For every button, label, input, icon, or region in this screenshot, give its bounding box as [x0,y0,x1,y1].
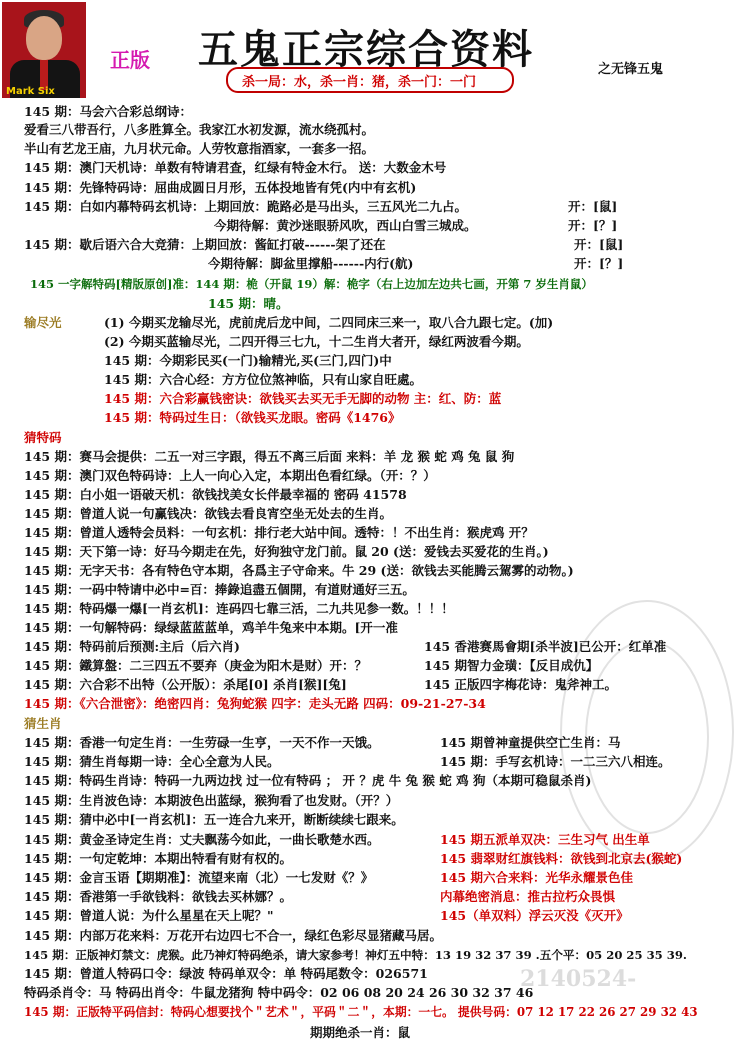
portrait-photo [2,2,86,98]
text-line: 145 期：白小姐一语破天机：欲钱找美女长伴最幸福的 密码 41578 [24,487,407,502]
text-line: 今期待解：脚盆里撑船------内行(航) [208,256,414,271]
page-subtitle: 之无锋五鬼 [598,62,664,77]
watermark-code: 2140524- [520,966,637,992]
text-line: 145 期：黄金圣诗定生肖：丈夫飘荡今如此，一曲长歌楚水西。 [24,832,380,847]
text-line: 145 期：六合彩赢钱密诀：欲钱买去买无手无脚的动物 主：红、防：蓝 [104,391,502,406]
text-line: 145 期曾神童提供空亡生肖：马 [440,735,621,750]
text-line: 145 期：歇后语六合大竞猜：上期回放：酱缸打破------架了还在 [24,237,386,252]
text-line: 爱看三八带吾行，八多胜算全。我家江水初发源，流水绕孤村。 [24,122,375,137]
text-line: 145 期：一句解特码：绿绿蓝蓝蓝单，鸡羊牛兔来中本期。[开一准 [24,620,398,635]
kill-banner [226,67,514,93]
text-line: 145 期：六合彩不出特（公开版）：杀尾[0] 杀肖[猴][兔] [24,677,347,692]
text-line: 145 正版四字梅花诗：鬼斧神工。 [424,677,617,692]
portrait-face [26,16,62,60]
text-line: 145 期：一句定乾坤：本期出特看有财有权的。 [24,851,292,866]
text-line: 145 期：天下第一诗：好马今期走在先，好狗独守龙门前。鼠 20 (送：爱钱去买爱花的生肖。) [24,544,549,559]
text-line: 145 期：《六合泄密》：绝密四肖：兔狗蛇猴 四字：走头无路 四码：09-21-27-34 [24,696,486,711]
text-line: 145 期：特码爆一爆[一肖玄机]：连码四七靠三活，二九共见参一数。！！！ [24,601,454,616]
footer-line: 期期绝杀一肖：鼠 [310,1025,411,1040]
text-line: 145 期：白如内幕特码玄机诗：上期回放：跪路必是马出头，三五风光二九占。 [24,199,467,214]
text-line: (2) 今期买蓝输尽光，二四开得三七九，十二生肖大者开，绿红两波看今期。 [104,334,529,349]
text-line: 145 期：内部万花来料：万花开右边四七不合一，绿红色彩尽显猪藏马居。 [24,928,442,943]
text-line: 145 期：一码中特请中必中=百：捧錄追盡五個開，有道财通好三五。 [24,582,415,597]
text-line: 145 期：曾道人特码口令：绿波 特码单双令：单 特码尾数令：026571 [24,966,428,981]
text-line: 145 期：曾道人说一句赢钱决：欲钱去看良宵空坐无处去的生肖。 [24,506,392,521]
text-line: 145 期：特码过生日：（欲钱买龙眼。密码《1476》 [104,410,401,425]
text-line: 145 期：鐵算盤：二三四五不要弃（庚金为阳木是财）开：？ [24,658,367,673]
text-line: 145 期：金言玉语【期期准】：流望来南（北）一七发财《？》 [24,870,374,885]
text-line: 145 期：马会六合彩总纲诗： [24,104,192,119]
text-line: 145 期五派单双决：三生习气 出生单 [440,832,650,847]
text-line: 145 香港赛馬會期[杀半波]已公开：红单准 [424,639,667,654]
text-line: 145 期：澳门双色特码诗：上人一向心入定，本期出色看红绿。（开：？） [24,468,436,483]
text-line: 145 期：香港一句定生肖：一生劳碌一生亨，一天不作一天饿。 [24,735,380,750]
section-heading: 猜生肖 [24,716,62,731]
text-line: 145（单双料）浮云灭没《灭开》 [440,908,629,923]
text-line: 内幕绝密消息：推古拉朽众畏惧 [440,889,616,904]
text-line: 半山有艺龙王庙，九月状元命。人劳牧意指酒家，一套多一招。 [24,141,375,156]
text-line: 145 翡翠财红旗钱料：欲钱到北京去(猴蛇) [440,851,683,866]
text-line: 145 期：正版特平码信封：特码心想要找个＂艺术＂，平码＂二＂，本期：一七。 提供号码：07 12 17 22 26 27 29 32 43 [24,1005,698,1019]
text-line: 145 期：生肖波色诗：本期波色出蓝绿，猴狗看了也发财。（开？） [24,793,399,808]
right-tag: 开：[？] [568,218,618,233]
text-line: 145 期：曾道人说：为什么星星在天上呢？" [24,908,274,923]
page-title: 五鬼正宗综合资料 [198,26,534,73]
text-line: 今期待解：黄沙迷眼骄风吹，西山白雪三城成。 [214,218,477,233]
text-line: 145 期：先锋特码诗：屈曲成圆日月形，五体投地皆有凭(内中有玄机) [24,180,417,195]
text-line: 145 期：六合心经：方方位位煞神临，只有山家自旺處。 [104,372,422,387]
text-line: 145 期：无字天书：各有特色守本期，各爲主子守命来。牛 29 (送：欲钱去买能腾云駕雾的动物。) [24,563,574,578]
text-line: 145 期六合来料：光华永耀景色佳 [440,870,633,885]
text-line: 145 期：特码生肖诗：特码一九两边找 过一位有特码 ； 开 ？虎 牛 兔 猴 蛇 鸡 狗（本期可稳鼠杀肖) [24,773,592,788]
text-line: 145 期：猜生肖每期一诗：全心全意为人民。 [24,754,280,769]
text-line: 145 期：特码前后预测:主后（后六肖) [24,639,240,654]
text-line: 145 期：曾道人透特会员料：一句玄机：排行老大站中间。透特：！不出生肖：猴虎鸡 开？ [24,525,534,540]
edition-label: 正版 [110,48,150,72]
text-line: 145 期：今期彩民买(一门)输精光,买(三门,四门)中 [104,353,392,368]
text-line: 145 期：香港第一手欲钱料：欲钱去买林娜？。 [24,889,292,904]
right-tag: 开：[鼠] [574,237,624,252]
text-line: 145 期：赛马会提供：二五一对三字跟，得五不离三后面 来料：羊 龙 猴 蛇 鸡 兔 鼠 狗 [24,449,515,464]
text-line: 特码杀肖令：马 特码出肖令：牛鼠龙猪狗 特中码令：02 06 08 20 24 26 30 32 37 46 [24,985,534,1000]
text-line: 145 期：猜中必中[一肖玄机]：五一连合九来开，断断续续七跟来。 [24,812,404,827]
text-line: 145 期：手写玄机诗：一二三六八相连。 [440,754,671,769]
text-line: 145 期：正版神灯禁文：虎猴。此乃神灯特码绝杀，请大家参考！神灯五中特：13 19 32 37 39 .五个平：05 20 25 35 39. [24,948,687,962]
text-line: 145 期：晴。 [208,296,289,311]
right-tag: 开：[？] [574,256,624,271]
photo-caption: Mark Six [6,86,55,97]
text-line: 145 期：澳门天机诗：单数有特请君查，红绿有特金木行。 送：大数金木号 [24,160,447,175]
section-heading: 输尽光 [24,315,62,330]
kill-banner-text: 杀一局：水，杀一肖：猪，杀一门：一门 [242,75,477,90]
text-line: 145 一字解特码[精版原创]准：144 期：桅（开鼠 19）解：桅字（右上边加左边共七画，开第 7 岁生肖鼠） [30,277,593,291]
section-heading: 猜特码 [24,430,62,445]
right-tag: 开：[鼠] [568,199,618,214]
text-line: 145 期智力金璜：【反目成仇】 [424,658,599,673]
text-line: (1) 今期买龙输尽光，虎前虎后龙中间，二四同床三来一，取八合九跟七定。(加) [104,315,554,330]
